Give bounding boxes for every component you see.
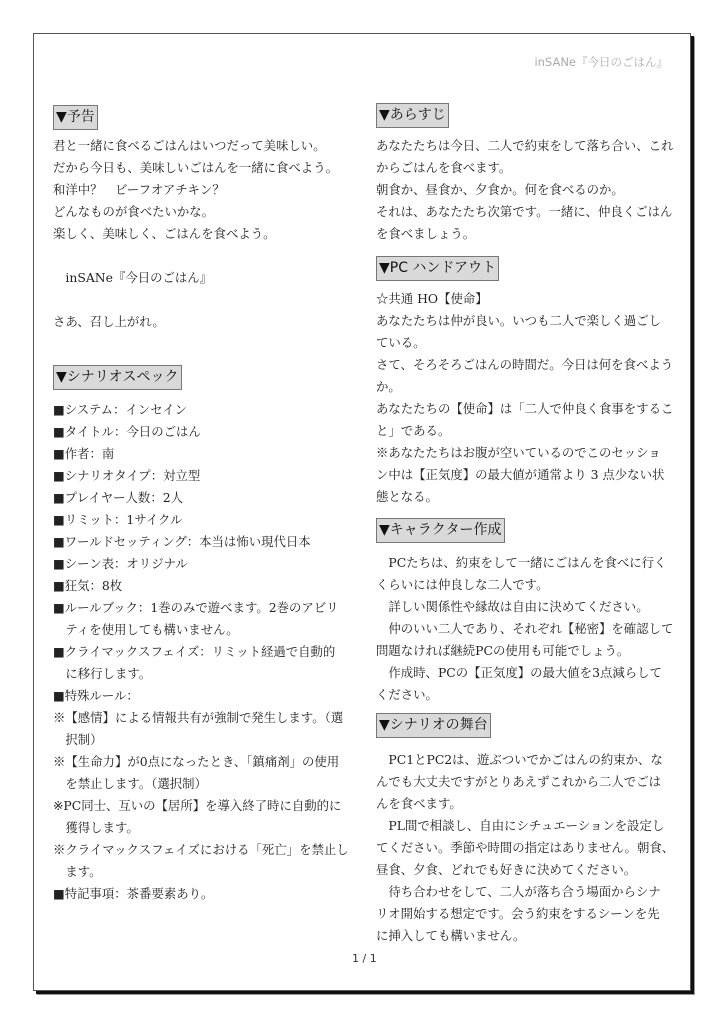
text-line: ■狂気：8枚 (53, 578, 123, 593)
text-line: 作成時、PCの【正気度】の最大値を3点減らして (376, 665, 662, 680)
text-line: を食べましょう。 (376, 226, 476, 241)
text-line: ※PC同士、互いの【居所】を導入終了時に自動的に (53, 798, 342, 813)
text-line: ■リミット：1サイクル (53, 512, 183, 527)
text-line: に挿入しても構いません。 (376, 928, 526, 943)
document-page (33, 33, 691, 991)
section-yokoku (53, 135, 355, 333)
text-line: ※あなたたちはお腹が空いているのでこのセッショ (376, 445, 661, 460)
running-header: inSANe『今日のごはん』 (534, 55, 668, 69)
text-line: あなたたちの【使命】は「二人で仲良く食事をするこ (376, 401, 674, 416)
text-line: と」である。 (376, 423, 451, 438)
text-line: ☆共通 HO【使命】 (376, 291, 488, 306)
text-line: ている。 (376, 335, 426, 350)
text-line: 昼食、夕食、どれでも好きに決めてください。 (376, 862, 637, 877)
text-line: 獲得します。 (53, 820, 139, 835)
heading-scenario-stage: ▼シナリオの舞台 (376, 713, 491, 738)
text-line: に移行します。 (53, 666, 152, 681)
text-line: くらいには仲良しな二人です。 (376, 577, 549, 592)
text-line: ※【感情】による情報共有が強制で発生します。（選 (53, 710, 344, 725)
text-line: 和洋中？ ビーフオアチキン？ (53, 182, 225, 197)
text-line: あなたたちは仲が良い。いつも二人で楽しく過ごし (376, 313, 661, 328)
section-character-creation (376, 552, 678, 706)
section-pc-handout (376, 288, 678, 508)
text-line: からごはんを食べます。 (376, 160, 512, 175)
text-line: んでも大丈夫ですがとりあえずこれから二人でごは (376, 774, 661, 789)
text-line: か。 (376, 379, 401, 394)
heading-arasuji: ▼あらすじ (376, 103, 449, 128)
text-line: ■クライマックスフェイズ：リミット経過で自動的 (53, 644, 336, 659)
text-line: 問題なければ継続PCの使用も可能でしょう。 (376, 643, 630, 658)
section-scenario-spec (53, 399, 355, 905)
text-line: ください。 (376, 687, 438, 702)
text-line (53, 289, 355, 311)
text-line: PL間で相談し、自由にシチュエーションを設定し (376, 818, 665, 833)
text-line: ■タイトル：今日のごはん (53, 424, 201, 439)
text-line: PCたちは、約束をして一緒にごはんを食べに行く (376, 555, 667, 570)
text-line: それは、あなたたち次第です。一緒に、仲良くごはん (376, 204, 673, 219)
text-line: んを食べます。 (376, 796, 462, 811)
text-line: あなたたちは今日、二人で約束をして落ち合い、これ (376, 138, 674, 153)
text-line: ティを使用しても構いません。 (53, 622, 239, 637)
text-line: ■シーン表：オリジナル (53, 556, 188, 571)
text-line: さあ、召し上がれ。 (53, 314, 165, 329)
text-line: さて、そろそろごはんの時間だ。今日は何を食べよう (376, 357, 674, 372)
text-line: 択制） (53, 732, 103, 747)
text-line: inSANe『今日のごはん』 (53, 270, 213, 285)
text-line: ※クライマックスフェイズにおける「死亡」を禁止し (53, 842, 349, 857)
text-line: PC1とPC2は、遊ぶついでかごはんの約束か、な (376, 752, 663, 767)
text-line: ■シナリオタイプ：対立型 (53, 468, 201, 483)
section-scenario-stage (376, 749, 678, 947)
text-line: ■ルールブック：1巻のみで遊べます。2巻のアビリ (53, 600, 339, 615)
text-line: ■特殊ルール： (53, 688, 139, 703)
text-line: 詳しい関係性や縁故は自由に決めてください。 (376, 599, 649, 614)
text-line: ます。 (53, 864, 102, 879)
text-line: 態となる。 (376, 489, 438, 504)
text-line: 君と一緒に食べるごはんはいつだって美味しい。 (53, 138, 326, 153)
text-line: ■特記事項：茶番要素あり。 (53, 886, 214, 901)
heading-scenario-spec: ▼シナリオスペック (53, 365, 182, 390)
text-line: リオ開始する想定です。会う約束をするシーンを先 (376, 906, 660, 921)
text-line: 朝食か、昼食か、夕食か。何を食べるのか。 (376, 182, 624, 197)
heading-yokoku: ▼予告 (53, 105, 98, 130)
text-line: 楽しく、美味しく、ごはんを食べよう。 (53, 226, 276, 241)
text-line: 仲のいい二人であり、それぞれ【秘密】を確認して (376, 621, 674, 636)
text-line: ■作者：南 (53, 446, 115, 461)
text-line: 待ち合わせをして、二人が落ち合う場面からシナ (376, 884, 661, 899)
section-arasuji (376, 135, 678, 245)
text-line: てください。季節や時間の指定はありません。朝食、 (376, 840, 675, 855)
page-number: 1 / 1 (352, 952, 377, 965)
text-line (53, 245, 355, 267)
text-line: を禁止します。（選択制） (53, 776, 207, 791)
text-line: ■システム：インセイン (53, 402, 188, 417)
text-line: どんなものが食べたいかな。 (53, 204, 215, 219)
text-line: ■プレイヤー人数：2人 (53, 490, 183, 505)
heading-character-creation: ▼キャラクター作成 (376, 518, 505, 543)
text-line: ※【生命力】が0点になったとき、「鎮痛剤」の使用 (53, 754, 340, 769)
heading-pc-handout: ▼PC ハンドアウト (376, 256, 499, 281)
text-line: ■ワールドセッティング：本当は怖い現代日本 (53, 534, 311, 549)
text-line: ン中は【正気度】の最大値が通常より 3 点少ない状 (376, 467, 665, 482)
text-line: だから今日も、美味しいごはんを一緒に食べよう。 (53, 160, 338, 175)
